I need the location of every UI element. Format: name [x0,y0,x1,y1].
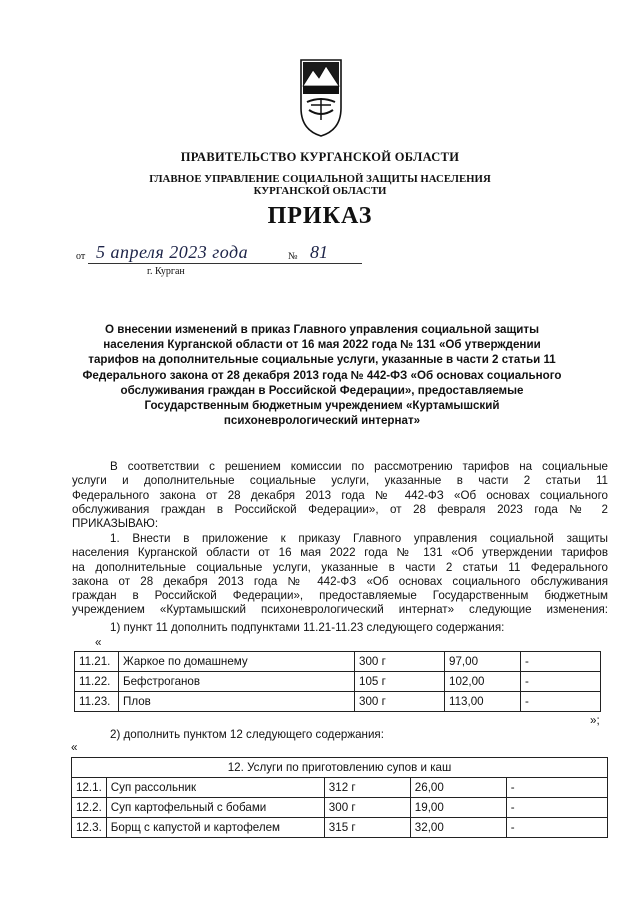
subject-line: О внесении изменений в приказ Главного управления социальной защиты [105,323,539,336]
open-quote: « [71,741,78,754]
document-type-title: ПРИКАЗ [267,203,373,229]
service-price: 102,00 [445,672,521,692]
clause-1-paragraph [72,532,608,618]
row-number: 11.23. [75,692,119,712]
number-label: № [288,251,298,262]
handwritten-number: 81 [310,242,328,262]
service-name: Суп рассольник [106,778,324,798]
table-row [75,692,601,712]
date-number-row [76,242,396,266]
close-quote: »; [590,714,600,727]
service-unit: 300 г [355,692,445,712]
paragraph-line: Федерального закона от 28 декабря 2013 года № 442-ФЗ «Об основах социального [72,488,608,502]
row-number: 12.1. [72,778,107,798]
row-number: 11.22. [75,672,119,692]
paragraph-line: на дополнительные социальные услуги, указанные в части 2 статьи 11 Федерального [72,560,608,574]
service-price: 32,00 [410,818,506,838]
table-caption: 12. Услуги по приготовлению супов и каш [72,758,608,778]
paragraph-line: граждан в Российской Федерации», предоставляемые Государственным бюджетным [72,589,608,603]
date-prefix: от [76,251,86,262]
row-number: 12.2. [72,798,107,818]
paragraph-line: учреждением «Куртамышский психоневрологический интернат» следующие изменения: [72,603,608,617]
service-unit: 300 г [324,798,410,818]
service-price: 113,00 [445,692,521,712]
service-price: 97,00 [445,652,521,672]
table-row [72,778,608,798]
subpoint-2: 2) дополнить пунктом 12 следующего содержания: [110,728,384,741]
paragraph-line: населения Курганской области от 16 мая 2022 года № 131 «Об утверждении тарифов [72,546,608,560]
service-extra: - [506,798,607,818]
date-underline [88,263,362,264]
table-row [75,652,601,672]
service-extra: - [506,818,607,838]
table-row [72,798,608,818]
paragraph-line: услуги и дополнительные социальные услуги, указанные в части 2 статьи 11 [72,474,608,488]
department-line-1: ГЛАВНОЕ УПРАВЛЕНИЕ СОЦИАЛЬНОЙ ЗАЩИТЫ НАСЕЛЕНИЯ [149,173,491,185]
service-extra: - [521,692,601,712]
service-name: Плов [119,692,355,712]
subject-line: обслуживания граждан в Российской Федерации», предоставляемые [120,383,524,397]
service-name: Жаркое по домашнему [119,652,355,672]
coat-of-arms-icon [299,58,343,138]
row-number: 11.21. [75,652,119,672]
subject-line: Государственным бюджетным учреждением «Куртамышский [144,399,500,413]
paragraph-line: ПРИКАЗЫВАЮ: [72,517,159,531]
service-unit: 315 г [324,818,410,838]
service-name: Борщ с капустой и картофелем [106,818,324,838]
paragraph-line: обслуживания граждан в Российской Федерации», от 28 февраля 2023 года № 2 [72,502,608,516]
subject-line: населения Курганской области от 16 мая 2022 года № 131 «Об утверждении [103,338,541,352]
handwritten-date: 5 апреля 2023 года [96,242,249,262]
service-name: Суп картофельный с бобами [106,798,324,818]
service-extra: - [521,652,601,672]
service-price: 26,00 [410,778,506,798]
subject-line: психоневрологический интернат» [223,414,421,428]
tariff-table-11 [74,651,601,712]
subject-line: Федерального закона от 28 декабря 2013 года № 442-ФЗ «Об основах социального [82,368,562,382]
government-heading: ПРАВИТЕЛЬСТВО КУРГАНСКОЙ ОБЛАСТИ [180,150,460,164]
service-price: 19,00 [410,798,506,818]
subpoint-1: 1) пункт 11 дополнить подпунктами 11.21-11.23 следующего содержания: [110,621,505,634]
service-name: Бефстроганов [119,672,355,692]
department-heading [0,173,640,197]
city-label: г. Курган [147,266,185,277]
paragraph-line: закона от 28 декабря 2013 года № 442-ФЗ «Об основах социального обслуживания [72,574,608,588]
table-row [75,672,601,692]
order-subject [68,322,576,428]
tariff-table-12 [71,757,608,838]
paragraph-line: В соответствии с решением комиссии по рассмотрению тарифов на социальные [110,460,608,473]
open-quote: « [95,636,102,649]
department-line-2: КУРГАНСКОЙ ОБЛАСТИ [253,185,387,197]
paragraph-line: 1. Внести в приложение к приказу Главного управления социальной защиты [110,532,608,545]
table-caption-row [72,758,608,778]
table-row [72,818,608,838]
service-unit: 105 г [355,672,445,692]
preamble-paragraph [72,460,608,531]
service-extra: - [521,672,601,692]
row-number: 12.3. [72,818,107,838]
service-unit: 300 г [355,652,445,672]
service-extra: - [506,778,607,798]
subject-line: тарифов на дополнительные социальные услуги, указанные в части 2 статьи 11 [88,353,556,367]
service-unit: 312 г [324,778,410,798]
